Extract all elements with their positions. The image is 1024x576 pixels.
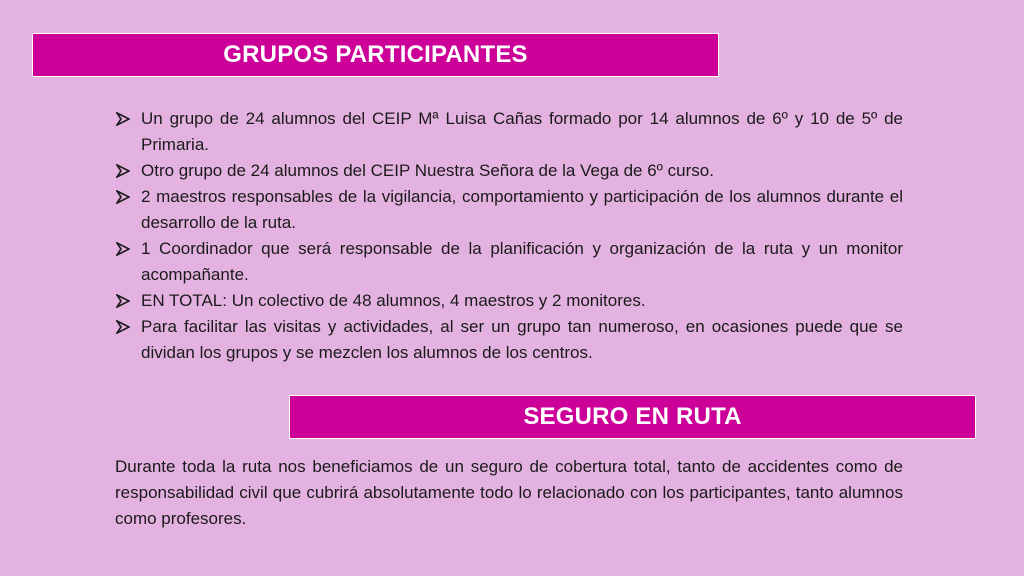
list-item-text: Para facilitar las visitas y actividades, al ser un grupo tan numeroso, en ocasiones puede que se dividan los grupos y se mezclen los alumnos de los centros. xyxy=(141,317,903,362)
list-item-text: 1 Coordinador que será responsable de la planificación y organización de la ruta y un monitor acompañante. xyxy=(141,239,903,284)
arrowhead-bullet-icon xyxy=(116,242,130,256)
list-item-text: Un grupo de 24 alumnos del CEIP Mª Luisa Cañas formado por 14 alumnos de 6º y 10 de 5º de Primaria. xyxy=(141,109,903,154)
list-item xyxy=(115,158,903,184)
arrowhead-bullet-icon xyxy=(116,294,130,308)
section-title-banner-seguro xyxy=(289,395,976,439)
list-item xyxy=(115,184,903,236)
list-item-text: Otro grupo de 24 alumnos del CEIP Nuestra Señora de la Vega de 6º curso. xyxy=(141,161,714,180)
list-item xyxy=(115,236,903,288)
arrowhead-bullet-icon xyxy=(116,112,130,126)
participants-bullet-list xyxy=(115,106,903,366)
list-item-text: 2 maestros responsables de la vigilancia, comportamiento y participación de los alumnos durante el desarrollo de la ruta. xyxy=(141,187,903,232)
arrowhead-bullet-icon xyxy=(116,164,130,178)
list-item xyxy=(115,314,903,366)
list-item xyxy=(115,106,903,158)
list-item-text: EN TOTAL: Un colectivo de 48 alumnos, 4 maestros y 2 monitores. xyxy=(141,291,646,310)
arrowhead-bullet-icon xyxy=(116,190,130,204)
section-title-seguro: SEGURO EN RUTA xyxy=(523,403,742,430)
insurance-paragraph: Durante toda la ruta nos beneficiamos de un seguro de cobertura total, tanto de accidentes como de responsabilidad civil que cubrirá absolutamente todo lo relacionado con los participantes, tanto alumnos como profesores. xyxy=(115,457,903,528)
arrowhead-bullet-icon xyxy=(116,320,130,334)
list-item xyxy=(115,288,903,314)
section-title-grupos: GRUPOS PARTICIPANTES xyxy=(223,41,528,68)
section-title-banner-grupos xyxy=(32,33,719,77)
